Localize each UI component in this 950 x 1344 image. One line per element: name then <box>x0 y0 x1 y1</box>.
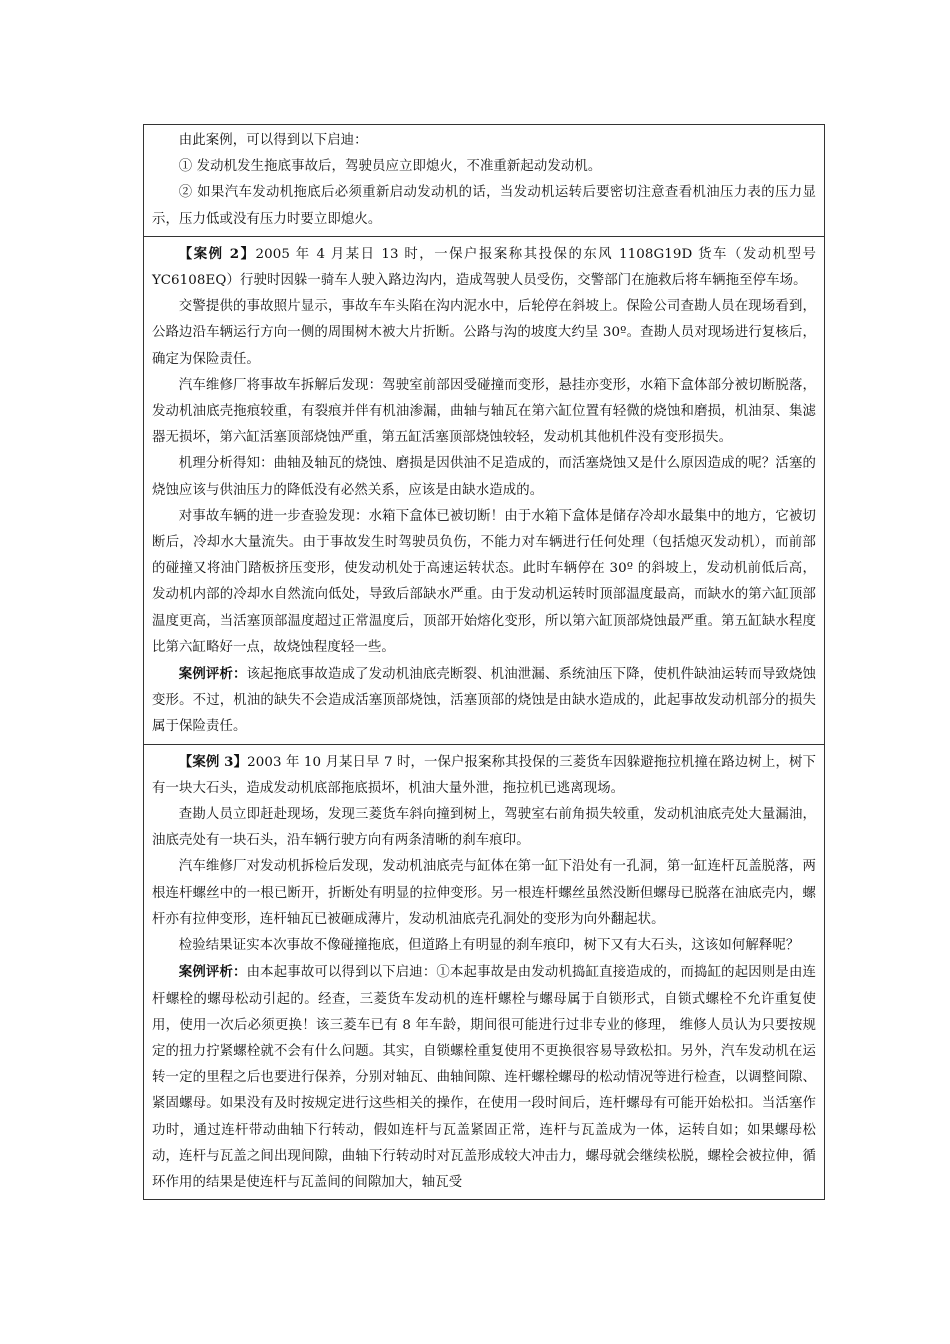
case-3-intro-text: 2003 年 10 月某日早 7 时，一保户报案称其投保的三菱货车因躲避拖拉机撞在路边树上，树下有一块大石头，造成发动机底部拖底损坏，机油大量外泄，拖拉机已逃离现场。 <box>152 754 816 796</box>
section-lessons <box>144 125 825 237</box>
table-row <box>144 236 825 744</box>
case-3-comment-text: 由本起事故可以得到以下启迪：①本起事故是由发动机捣缸直接造成的，而捣缸的起因则是由连杆螺栓的螺母松动引起的。经查，三菱货车发动机的连杆螺栓与螺母属于自锁形式，自锁式螺栓不允许重复使用，使用一次后必须更换！该三菱车已有 8 年车龄，期间很可能进行过非专业的修理， 维修人员认为只要按规定的扭力拧紧螺栓就不会有什么问题。其实，自锁螺栓重复使用不更换很容易导致松扣。另外，汽车发动机在运转一定的里程之后也要进行保养，分别对轴瓦、曲轴间隙、连杆螺栓螺母的松动情况等进行检查，以调整间隙、紧固螺母。如果没有及时按规定进行这些相关的操作，在使用一段时间后，连杆螺母有可能开始松扣。当活塞作功时，通过连杆带动曲轴下行转动，假如连杆与瓦盖紧固正常，连杆与瓦盖成为一体，运转自如；如果螺母松动，连杆与瓦盖之间出现间隙，曲轴下行转动时对瓦盖形成较大冲击力，螺母就会继续松脱，螺栓会被拉伸，循环作用的结果是使连杆与瓦盖间的间隙加大，轴瓦受 <box>152 965 816 1190</box>
case-2-comment-text: 该起拖底事故造成了发动机油底壳断裂、机油泄漏、系统油压下降，使机件缺油运转而导致烧蚀变形。不过，机油的缺失不会造成活塞顶部烧蚀，活塞顶部的烧蚀是由缺水造成的，此起事故发动机部分的损失属于保险责任。 <box>152 667 816 735</box>
section-case-3 <box>144 744 825 1199</box>
case-2-paragraph: 交警提供的事故照片显示，事故车车头陷在沟内泥水中，后轮停在斜坡上。保险公司查勘人员在现场看到，公路边沿车辆运行方向一侧的周围树木被大片折断。公路与沟的坡度大约呈 30º。查勘人员对现场进行复核后，确定为保险责任。 <box>152 299 816 367</box>
case-2-paragraph: 对事故车辆的进一步查验发现：水箱下盒体已被切断！由于水箱下盒体是储存冷却水最集中的地方，它被切断后，冷却水大量流失。由于事故发生时驾驶员负伤，不能力对车辆进行任何处理（包括熄灭发动机），而前部的碰撞又将油门踏板挤压变形，使发动机处于高速运转状态。此时车辆停在 30º 的斜坡上，发动机前低后高，发动机内部的冷却水自然流向低处，导致后部缺水严重。由于发动机运转时顶部温度最高，而缺水的第六缸顶部温度更高，当活塞顶部温度超过正常温度后，顶部开始熔化变形，所以第六缸顶部烧蚀最严重。第五缸缺水程度比第六缸略好一点，故烧蚀程度轻一些。 <box>152 508 816 655</box>
case-3-paragraph: 汽车维修厂对发动机拆检后发现，发动机油底壳与缸体在第一缸下沿处有一孔洞，第一缸连杆瓦盖脱落，两根连杆螺丝中的一根已断开，折断处有明显的拉伸变形。另一根连杆螺丝虽然没断但螺母已脱落在油底壳内，螺杆亦有拉伸变形，连杆轴瓦已被砸成薄片，发动机油底壳孔洞处的变形为向外翻起状。 <box>152 859 816 927</box>
case-3-paragraph: 检验结果证实本次事故不像碰撞拖底，但道路上有明显的刹车痕印，树下又有大石头，这该如何解释呢？ <box>178 938 800 954</box>
table-row <box>144 744 825 1199</box>
case-2-comment-label: 案例评析： <box>178 666 247 683</box>
table-row <box>144 125 825 237</box>
lesson-item-2: ② 如果汽车发动机拖底后必须重新启动发动机的话，当发动机运转后要密切注意查看机油压力表的压力显示，压力低或没有压力时要立即熄火。 <box>152 185 816 227</box>
case-3-comment-label: 案例评析： <box>178 964 247 981</box>
section-case-2 <box>144 236 825 744</box>
case-2-label: 【案例 2】 <box>178 245 256 262</box>
case-3-label: 【案例 3】 <box>178 753 248 770</box>
case-2-paragraph: 机理分析得知：曲轴及轴瓦的烧蚀、磨损是因供油不足造成的，而活塞烧蚀又是什么原因造成的呢？活塞的烧蚀应该与供油压力的降低没有必然关系，应该是由缺水造成的。 <box>152 456 816 498</box>
case-3-intro <box>152 749 816 802</box>
lesson-item-1: ① 发动机发生拖底事故后，驾驶员应立即熄火，不准重新起动发动机。 <box>178 159 602 175</box>
content-table <box>143 124 825 1200</box>
case-2-paragraph: 汽车维修厂将事故车拆解后发现：驾驶室前部因受碰撞而变形，悬挂亦变形，水箱下盒体部分被切断脱落，发动机油底壳拖痕较重，有裂痕并伴有机油渗漏，曲轴与轴瓦在第六缸位置有轻微的烧蚀和磨损，机油泵、集滤器无损坏，第六缸活塞顶部烧蚀严重，第五缸活塞顶部烧蚀较轻，发动机其他机件没有变形损失。 <box>152 377 816 446</box>
case-3-paragraph: 查勘人员立即赶赴现场，发现三菱货车斜向撞到树上，驾驶室右前角损失较重，发动机油底壳处大量漏油，油底壳处有一块石头，沿车辆行驶方向有两条清晰的刹车痕印。 <box>152 807 816 849</box>
case-2-intro <box>152 241 816 294</box>
case-3-comment <box>152 959 816 1196</box>
case-2-comment <box>152 661 816 741</box>
lessons-intro: 由此案例，可以得到以下启迪： <box>178 133 368 148</box>
case-2-intro-text: 2005 年 4 月某日 13 时，一保户报案称其投保的东风 1108G19D 货车（发动机型号 YC6108EQ）行驶时因躲一骑车人驶入路边沟内，造成驾驶人员受伤，交警部门在施救后将车辆拖至停车场。 <box>152 246 816 289</box>
